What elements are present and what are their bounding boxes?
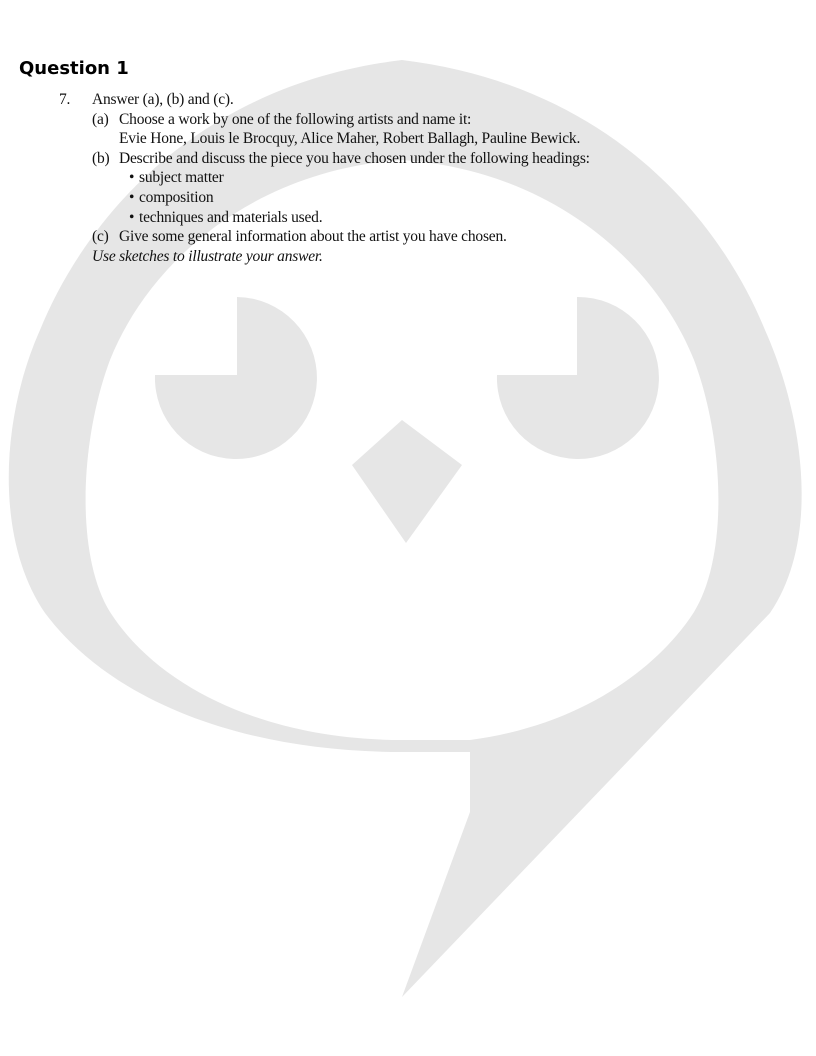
question-instruction: Answer (a), (b) and (c). bbox=[92, 91, 234, 108]
sketch-note: Use sketches to illustrate your answer. bbox=[92, 247, 323, 265]
part-a-row bbox=[59, 110, 799, 130]
bullet-text: composition bbox=[139, 188, 214, 206]
part-b-label: (b) bbox=[92, 149, 110, 167]
bullet-icon: • bbox=[129, 169, 135, 187]
bullet-item bbox=[59, 188, 799, 208]
part-b-text: Describe and discuss the piece you have chosen under the following headings: bbox=[119, 149, 590, 167]
bullet-text: techniques and materials used. bbox=[139, 208, 323, 226]
bullet-item bbox=[59, 208, 799, 228]
part-a-artists: Evie Hone, Louis le Brocquy, Alice Maher, Robert Ballagh, Pauline Bewick. bbox=[119, 130, 581, 148]
bullet-item bbox=[59, 168, 799, 188]
question-number: 7. bbox=[59, 91, 71, 108]
part-b-row bbox=[59, 149, 799, 169]
note-row bbox=[59, 247, 799, 267]
part-c-text: Give some general information about the artist you have chosen. bbox=[119, 228, 507, 246]
part-c-row bbox=[59, 227, 799, 247]
bullet-icon: • bbox=[129, 188, 135, 206]
bullet-icon: • bbox=[129, 208, 135, 226]
question-block bbox=[59, 90, 799, 266]
part-a-text: Choose a work by one of the following artists and name it: bbox=[119, 110, 472, 128]
bullet-text: subject matter bbox=[139, 169, 224, 187]
part-a-label: (a) bbox=[92, 110, 109, 128]
part-a-artists-row bbox=[59, 129, 799, 149]
page-heading: Question 1 bbox=[19, 58, 129, 79]
part-c-label: (c) bbox=[92, 228, 109, 246]
instruction-row bbox=[59, 90, 799, 110]
